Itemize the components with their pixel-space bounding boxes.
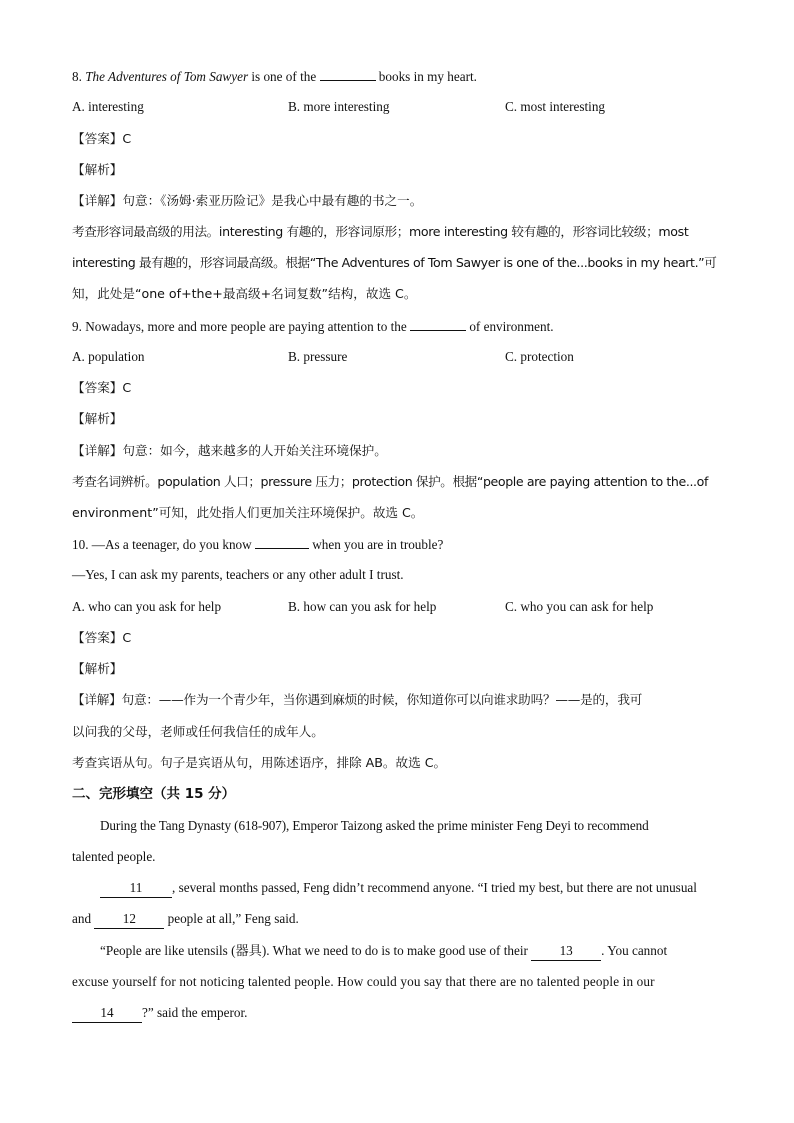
- answer-label: 【答案】C: [72, 131, 132, 146]
- stem-text: 10. —As a teenager, do you know: [72, 537, 252, 552]
- detail-line: 【详解】句意：——作为一个青少年，当你遇到麻烦的时候，你知道你可以向谁求助吗？——是的，我可: [72, 692, 643, 707]
- detail-line: interesting 最有趣的，形容词最高级。根据“The Adventures of Tom Sawyer is one of the...books in my heart.”可: [72, 255, 717, 270]
- answer-blank: [320, 67, 376, 81]
- cloze-blank-11: 11: [100, 879, 172, 898]
- passage-line: [100, 942, 722, 961]
- detail-line: 考查形容词最高级的用法。interesting 有趣的，形容词原形；more interesting 较有趣的，形容词比较级；most: [72, 224, 689, 239]
- passage-text: ?” said the emperor.: [142, 1005, 248, 1020]
- question-9-stem: [72, 317, 722, 336]
- answer-blank: [255, 535, 309, 549]
- passage-text: and: [72, 911, 92, 926]
- analysis-label: 【解析】: [72, 411, 123, 426]
- passage-text: . You cannot: [601, 943, 668, 958]
- question-10-stem: [72, 535, 722, 554]
- option-b: B. more interesting: [288, 99, 390, 114]
- stem-text: of environment.: [469, 319, 554, 334]
- passage-line: [72, 1004, 722, 1023]
- question-10-reply: —Yes, I can ask my parents, teachers or any other adult I trust.: [72, 567, 404, 582]
- passage-line: During the Tang Dynasty (618-907), Emperor Taizong asked the prime minister Feng Deyi to recommend: [100, 818, 649, 833]
- passage-line: [72, 910, 722, 929]
- option-b: B. pressure: [288, 349, 348, 364]
- answer-label: 【答案】C: [72, 380, 132, 395]
- cloze-blank-13: 13: [531, 942, 601, 961]
- passage-text: “People are like utensils (器具). What we need to do is to make good use of their: [100, 943, 528, 958]
- answer-label: 【答案】C: [72, 630, 132, 645]
- detail-line: 考查名词辨析。population 人口；pressure 压力；protection 保护。根据“people are paying attention to the...of: [72, 474, 708, 489]
- detail-line: 考查宾语从句。句子是宾语从句，用陈述语序，排除 AB。故选 C。: [72, 755, 447, 770]
- detail-line: 【详解】句意：如今，越来越多的人开始关注环境保护。: [72, 443, 387, 458]
- cloze-blank-12: 12: [94, 910, 164, 929]
- passage-line: talented people.: [72, 849, 156, 864]
- option-a: A. interesting: [72, 99, 144, 114]
- detail-line: environment”可知，此处指人们更加关注环境保护。故选 C。: [72, 505, 424, 520]
- section-heading: 二、完形填空（共 15 分）: [72, 786, 236, 802]
- option-c: C. who you can ask for help: [505, 599, 654, 614]
- answer-blank: [410, 317, 466, 331]
- passage-text: people at all,” Feng said.: [167, 911, 299, 926]
- stem-text: books in my heart.: [378, 69, 477, 84]
- stem-text: when you are in trouble?: [312, 537, 444, 552]
- stem-text: is one of the: [251, 69, 317, 84]
- option-a: A. who can you ask for help: [72, 599, 222, 614]
- passage-line: [100, 879, 722, 898]
- question-number: 8.: [72, 69, 82, 84]
- question-8-stem: [72, 67, 722, 86]
- analysis-label: 【解析】: [72, 661, 123, 676]
- detail-line: 【详解】句意：《汤姆·索亚历险记》是我心中最有趣的书之一。: [72, 193, 423, 208]
- detail-line: 以问我的父母，老师或任何我信任的成年人。: [72, 724, 324, 739]
- option-c: C. protection: [505, 349, 574, 364]
- passage-line: excuse yourself for not noticing talented people. How could you say that there are no talented people in our: [72, 974, 655, 989]
- book-title: The Adventures of Tom Sawyer: [85, 69, 249, 84]
- analysis-label: 【解析】: [72, 162, 123, 177]
- stem-text: 9. Nowadays, more and more people are paying attention to the: [72, 319, 407, 334]
- cloze-blank-14: 14: [72, 1004, 142, 1023]
- option-c: C. most interesting: [505, 99, 606, 114]
- option-a: A. population: [72, 349, 145, 364]
- option-b: B. how can you ask for help: [288, 599, 437, 614]
- passage-text: , several months passed, Feng didn’t recommend anyone. “I tried my best, but there are not unusual: [172, 880, 697, 895]
- detail-line: 知，此处是“one of+the+最高级+名词复数”结构，故选 C。: [72, 286, 417, 301]
